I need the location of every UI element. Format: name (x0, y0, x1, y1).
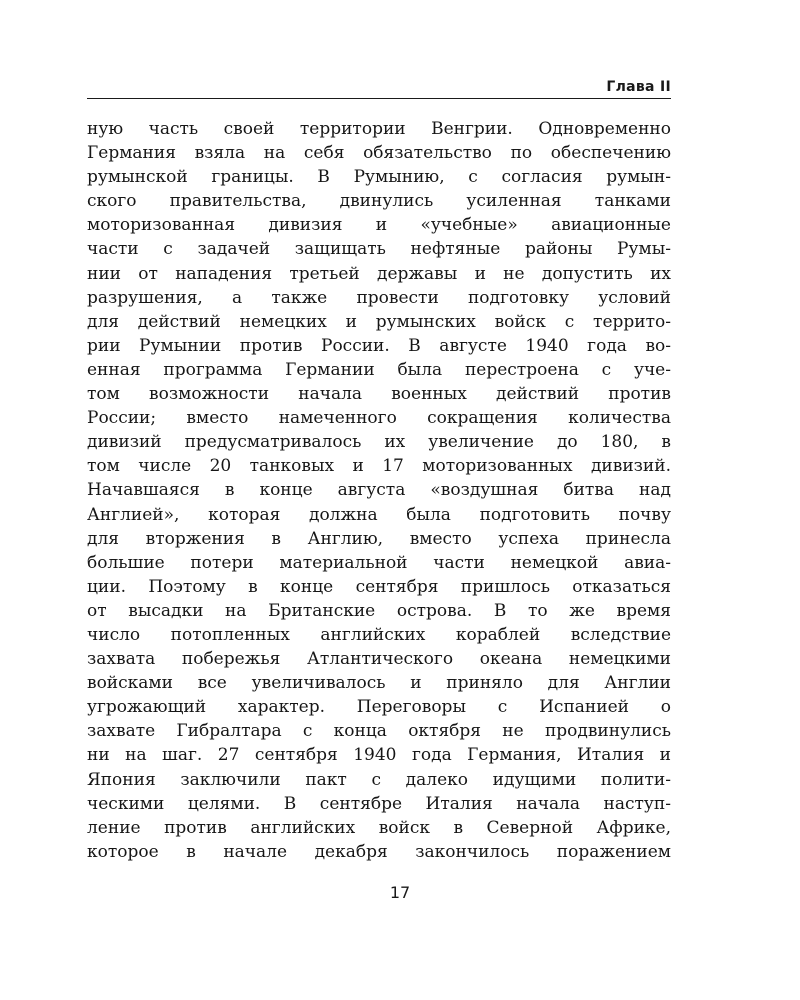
text-line: от высадки на Британские острова. В то же время (87, 600, 671, 621)
text-line: захвате Гибралтара с конца октября не продвинулись (87, 721, 671, 742)
text-line: для вторжения в Англию, вместо успеха принесла (87, 528, 671, 549)
text-line: моторизованная дивизия и «учебные» авиационные (87, 215, 671, 236)
text-line: Япония заключили пакт с далеко идущими полити- (87, 769, 671, 790)
text-line: дивизий предусматривалось их увеличение до 180, в (87, 432, 671, 453)
text-line: ни на шаг. 27 сентября 1940 года Германия, Италия и (87, 745, 671, 766)
text-line: ского правительства, двинулись усиленная танками (87, 191, 671, 212)
text-line: части с задачей защищать нефтяные районы Румы- (87, 239, 671, 260)
chapter-label: Глава II (606, 79, 671, 95)
text-line: ную часть своей территории Венгрии. Одновременно (87, 119, 671, 139)
text-line: захвата побережья Атлантического океана немецкими (87, 649, 671, 670)
text-line: румынской границы. В Румынию, с согласия румын- (87, 167, 671, 188)
text-line: России; вместо намеченного сокращения количества (87, 408, 671, 429)
text-line: войсками все увеличивалось и приняло для Англии (87, 673, 671, 694)
text-line: большие потери материальной части немецкой авиа- (87, 552, 671, 573)
text-line: разрушения, а также провести подготовку условий (87, 287, 671, 308)
text-line: ление против английских войск в Северной Африке, (87, 817, 671, 838)
text-line: рии Румынии против России. В августе 1940 года во- (87, 335, 671, 356)
text-line: нии от нападения третьей державы и не допустить их (87, 263, 671, 284)
text-line: ческими целями. В сентябре Италия начала наступ- (87, 793, 671, 814)
text-line: угрожающий характер. Переговоры с Испанией о (87, 697, 671, 718)
text-line: Начавшаяся в конце августа «воздушная битва над (87, 480, 671, 501)
text-line: енная программа Германии была перестроена с уче- (87, 359, 671, 380)
text-line: ции. Поэтому в конце сентября пришлось отказаться (87, 576, 671, 597)
text-line: которое в начале декабря закончилось поражением (87, 841, 671, 862)
text-line: число потопленных английских кораблей вследствие (87, 624, 671, 645)
text-line: Германия взяла на себя обязательство по обеспечению (87, 143, 671, 164)
body-text (87, 117, 671, 864)
running-header (87, 74, 671, 99)
text-line: том числе 20 танковых и 17 моторизованных дивизий. (87, 456, 671, 477)
text-line: Англией», которая должна была подготовить почву (87, 504, 671, 525)
text-line: для действий немецких и румынских войск с террито- (87, 311, 671, 332)
page-number: 17 (389, 883, 411, 902)
text-line: том возможности начала военных действий против (87, 384, 671, 405)
